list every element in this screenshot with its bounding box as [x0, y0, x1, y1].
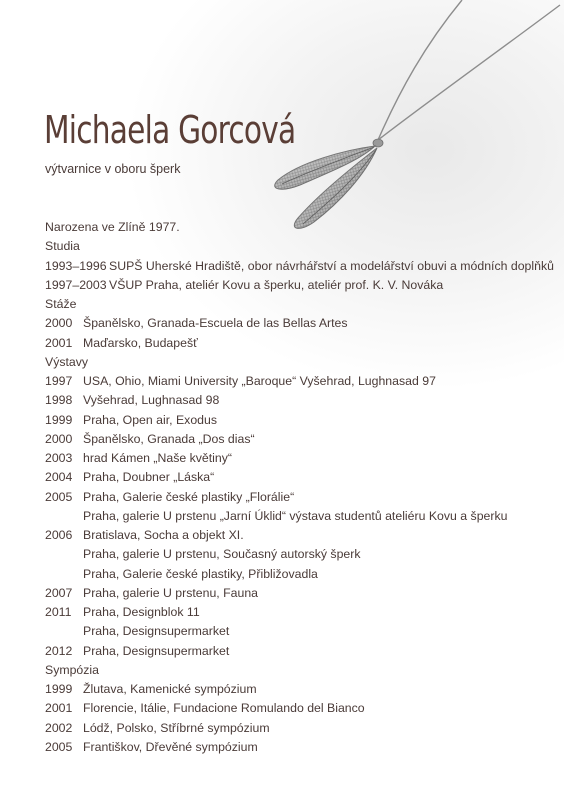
cv-list — [45, 218, 555, 757]
list-item — [45, 603, 555, 622]
item-text: Praha, Designsupermarket — [83, 643, 230, 658]
list-item — [45, 526, 555, 545]
list-item — [45, 468, 555, 487]
item-text: Lódž, Polsko, Stříbrné sympózium — [83, 720, 270, 735]
list-item — [45, 276, 555, 295]
item-year: 2003 — [45, 451, 73, 465]
list-item — [45, 488, 555, 507]
list-item — [45, 545, 555, 564]
birth-info — [45, 218, 555, 237]
item-text: Praha, galerie U prstenu, Fauna — [83, 585, 258, 600]
list-item — [45, 584, 555, 603]
subtitle: výtvarnice v oboru šperk — [45, 162, 181, 176]
item-year: 2004 — [45, 470, 73, 485]
item-year — [45, 622, 83, 641]
item-text: Praha, Designsupermarket — [83, 624, 230, 639]
item-text: Praha, Galerie české plastiky, Přibližovadla — [83, 566, 318, 581]
page-title: Michaela Gorcová — [44, 108, 296, 152]
item-text: USA, Ohio, Miami University „Baroque“ Vyšehrad, Lughnasad 97 — [83, 374, 436, 388]
item-text: SUPŠ Uherské Hradiště, obor návrhářství a modelářství obuvi a módních doplňků — [109, 258, 554, 273]
item-year: 2006 — [45, 528, 73, 542]
list-item — [45, 430, 555, 449]
section-heading-studia: Studia — [45, 239, 80, 254]
item-year: 1997–2003 — [45, 277, 107, 292]
list-item — [45, 314, 555, 333]
list-item — [45, 372, 555, 391]
item-year: 1999 — [45, 412, 73, 427]
item-text: Španělsko, Granada-Escuela de las Bellas Artes — [83, 316, 348, 331]
item-year: 2000 — [45, 316, 73, 331]
item-year: 1998 — [45, 393, 73, 408]
item-year — [45, 507, 83, 526]
list-item — [45, 391, 555, 410]
item-text: Praha, Open air, Exodus — [83, 412, 217, 427]
item-text: hrad Kámen „Naše květiny“ — [83, 451, 232, 465]
item-year: 2001 — [45, 701, 73, 716]
section-heading-vystavy: Výstavy — [45, 354, 89, 369]
item-year: 1993–1996 — [45, 258, 107, 273]
item-year — [45, 565, 83, 584]
list-item — [45, 680, 555, 699]
item-year: 2005 — [45, 739, 73, 754]
item-year: 2000 — [45, 431, 73, 446]
item-year: 2011 — [45, 605, 72, 619]
item-year: 2012 — [45, 643, 73, 658]
item-text: Praha, galerie U prstenu „Jarní Úklid“ výstava studentů ateliéru Kovu a šperku — [83, 508, 508, 523]
list-item — [45, 449, 555, 468]
list-item — [45, 622, 555, 641]
item-text: Františkov, Dřevěné sympózium — [83, 739, 258, 754]
item-year: 2002 — [45, 720, 73, 735]
item-year: 2007 — [45, 585, 73, 600]
item-text: Praha, Doubner „Láska“ — [83, 470, 215, 485]
item-text: Praha, Designblok 11 — [83, 605, 200, 619]
item-year: 2005 — [45, 489, 73, 504]
section-heading-staze: Stáže — [45, 297, 77, 311]
item-text: Žlutava, Kamenické sympózium — [83, 682, 257, 696]
item-text: VŠUP Praha, ateliér Kovu a šperku, ateliér prof. K. V. Nováka — [109, 277, 444, 292]
birth-text: Narozena ve Zlíně 1977. — [45, 220, 180, 234]
list-item — [45, 334, 555, 353]
item-year: 2001 — [45, 335, 73, 350]
list-item — [45, 738, 555, 757]
list-item — [45, 411, 555, 430]
list-item — [45, 565, 555, 584]
item-year — [45, 545, 83, 564]
item-text: Bratislava, Socha a objekt XI. — [83, 528, 244, 542]
item-text: Praha, galerie U prstenu, Současný autorský šperk — [83, 547, 361, 562]
item-text: Maďarsko, Budapešť — [83, 335, 198, 350]
list-item — [45, 642, 555, 661]
item-text: Florencie, Itálie, Fundacione Romulando del Bianco — [83, 701, 365, 716]
list-item — [45, 257, 555, 276]
item-year: 1999 — [45, 682, 73, 696]
list-item — [45, 699, 555, 718]
item-text: Vyšehrad, Lughnasad 98 — [83, 393, 220, 408]
item-text: Španělsko, Granada „Dos dias“ — [83, 431, 255, 446]
item-text: Praha, Galerie české plastiky „Florálie“ — [83, 489, 295, 504]
list-item — [45, 719, 555, 738]
section-heading-sympozia: Sympózia — [45, 662, 99, 677]
item-year: 1997 — [45, 374, 73, 388]
list-item — [45, 507, 555, 526]
